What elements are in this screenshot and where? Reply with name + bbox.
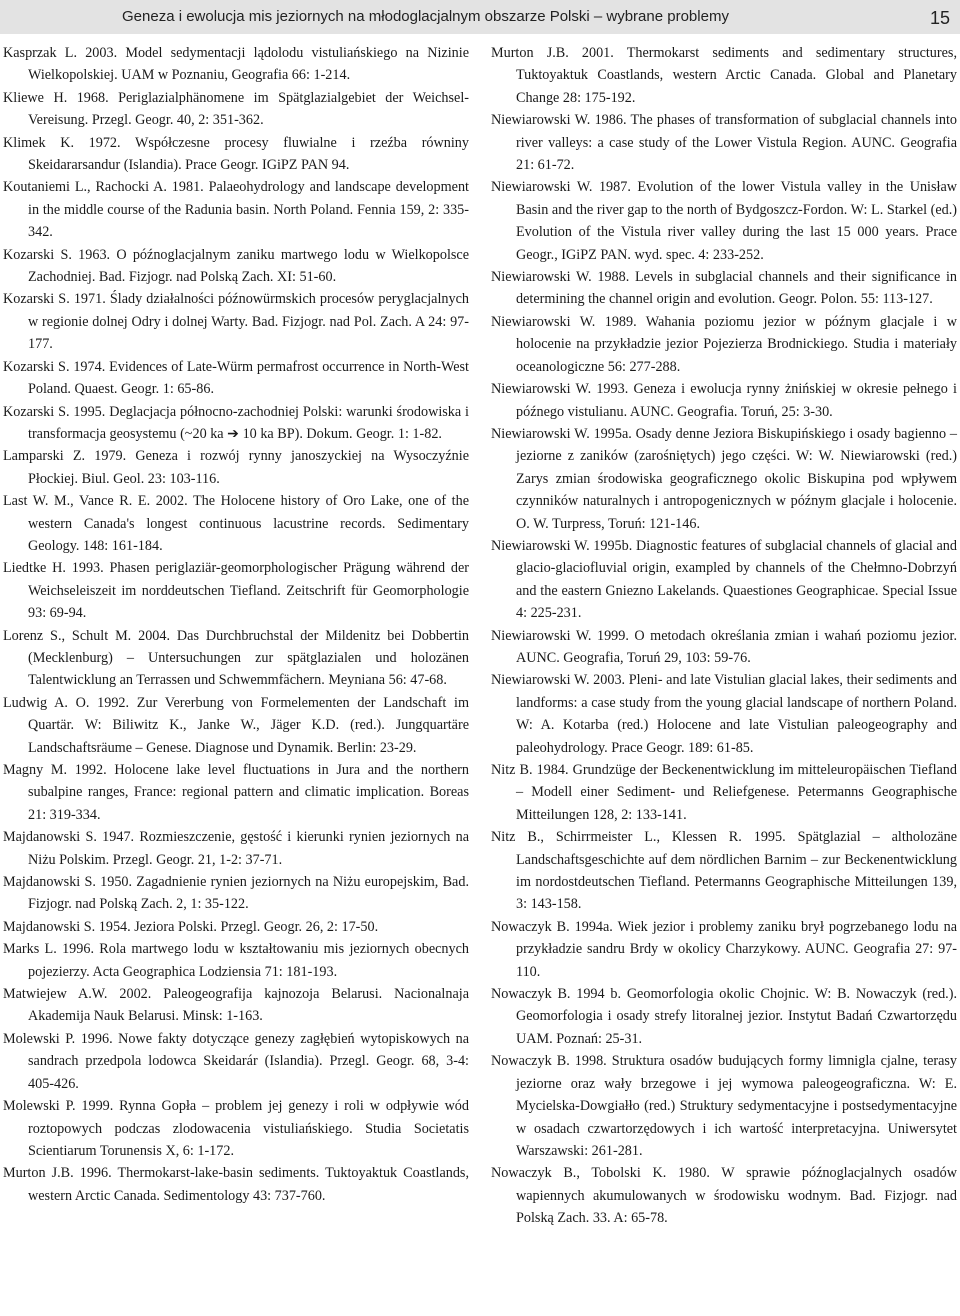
- running-title: Geneza i ewolucja mis jeziornych na młodoglacjalnym obszarze Polski – wybrane problemy: [122, 8, 729, 25]
- reference-entry: Liedtke H. 1993. Phasen periglaziär-geomorphologischer Prägung während der Weichseleiszeit im norddeutschen Tiefland. Zeitschrift für Geomorphologie 93: 69-94.: [3, 560, 469, 622]
- reference-entry: Koutaniemi L., Rachocki A. 1981. Palaeohydrology and landscape development in the middle course of the Radunia basin. North Poland. Fennia 159, 2: 335-342.: [3, 179, 469, 241]
- reference-entry: Klimek K. 1972. Współczesne procesy fluwialne i rzeźba równiny Skeidararsandur (Islandia). Prace Geogr. IGiPZ PAN 94.: [3, 134, 469, 174]
- running-header: [0, 0, 960, 34]
- reference-entry: Majdanowski S. 1947. Rozmieszczenie, gęstość i kierunki rynien jeziornych na Niżu Polskim. Przegl. Geogr. 21, 1-2: 37-71.: [3, 829, 469, 868]
- reference-entry: Nowaczyk B., Tobolski K. 1980. W sprawie późnoglacjalnych osadów wapiennych akumulowanych w środowisku wodnym. Bad. Fizjogr. nad Polską Zach. 33. A: 65-78.: [491, 1165, 957, 1227]
- reference-entry: Niewiarowski W. 1993. Geneza i ewolucja rynny żnińskiej w okresie pełnego i późnego vistulianu. AUNC. Geografia. Toruń, 25: 3-30.: [491, 381, 957, 420]
- reference-entry: Murton J.B. 1996. Thermokarst-lake-basin sediments. Tuktoyaktuk Coastlands, western Arctic Canada. Sedimentology 43: 737-760.: [3, 1165, 469, 1204]
- reference-entry: Niewiarowski W. 1986. The phases of transformation of subglacial channels into river valleys: a case study of the Lower Vistula Region. AUNC. Geografia 21: 61-72.: [491, 112, 957, 174]
- reference-entry: Nowaczyk B. 1994 b. Geomorfologia okolic Chojnic. W: B. Nowaczyk (red.). Geomorfologia i osady strefy litoralnej jezior. Instytut Badań Czwartorzędu UAM. Poznań: 25-31.: [491, 986, 957, 1047]
- reference-entry: Niewiarowski W. 1995b. Diagnostic features of subglacial channels of glacial and glacio-glaciofluvial origin, exampled by channels of the Chełmno-Dobrzyń and the eastern Gniezno Lakelands. Quaestiones Geographicae. Special Issue 4: 225-231.: [491, 537, 957, 622]
- reference-entry: Nitz B. 1984. Grundzüge der Beckenentwicklung im mitteleuropäischen Tiefland – Modell einer Sediment- und Reliefgenese. Petermanns Geographische Mitteilungen 128, 2: 133-141.: [491, 762, 957, 823]
- reference-entry: Kozarski S. 1995. Deglacjacja północno-zachodniej Polski: warunki środowiska i transformacja geosystemu (~20 ka ➔ 10 ka BP). Dokum. Geogr. 1: 1-82.: [3, 403, 469, 442]
- reference-entry: Lamparski Z. 1979. Geneza i rozwój rynny janoszyckiej na Wysoczyźnie Płockiej. Biul. Geol. 23: 103-116.: [3, 448, 469, 487]
- reference-entry: Niewiarowski W. 1999. O metodach określania zmian i wahań poziomu jezior. AUNC. Geografia, Toruń 29, 103: 59-76.: [491, 627, 957, 666]
- reference-entry: Kozarski S. 1963. O późnoglacjalnym zaniku martwego lodu w Wielkopolsce Zachodniej. Bad. Fizjogr. nad Polską Zach. XI: 51-60.: [3, 246, 469, 286]
- reference-entry: Marks L. 1996. Rola martwego lodu w kształtowaniu mis jeziornych obecnych pojezierzy. Acta Geographica Lodziensia 71: 181-193.: [3, 941, 469, 980]
- reference-entry: Niewiarowski W. 1989. Wahania poziomu jezior w późnym glacjale i w holocenie na przykładzie jezior Pojezierza Brodnickiego. Studia i materiały oceanologiczne 56: 277-288.: [491, 313, 957, 375]
- reference-entry: Niewiarowski W. 1988. Levels in subglacial channels and their significance in determining the channel origin and evolution. Geogr. Polon. 55: 113-127.: [491, 269, 957, 308]
- reference-entry: Kozarski S. 1974. Evidences of Late-Würm permafrost occurrence in North-West Poland. Quaest. Geogr. 1: 65-86.: [3, 358, 469, 398]
- reference-entry: Murton J.B. 2001. Thermokarst sediments and sedimentary structures, Tuktoyaktuk Coastlands, western Arctic Canada. Global and Planetary Change 28: 175-192.: [491, 45, 957, 106]
- reference-entry: Kasprzak L. 2003. Model sedymentacji lądolodu vistuliańskiego na Nizinie Wielkopolskiej. UAM w Poznaniu, Geografia 66: 1-214.: [3, 45, 469, 84]
- reference-entry: Majdanowski S. 1954. Jeziora Polski. Przegl. Geogr. 26, 2: 17-50.: [3, 918, 379, 935]
- reference-entry: Nowaczyk B. 1994a. Wiek jezior i problemy zaniku brył pogrzebanego lodu na przykładzie sandru Brdy w okolicy Charzykowy. AUNC. Geografia 27: 97-110.: [491, 918, 957, 980]
- reference-entry: Majdanowski S. 1950. Zagadnienie rynien jeziornych na Niżu europejskim, Bad. Fizjogr. nad Polską Zach. 2, 1: 35-122.: [3, 874, 469, 913]
- reference-entry: Niewiarowski W. 1995a. Osady denne Jeziora Biskupińskiego i osady bagienno – jeziorne z zaników (zarośniętych) jego części. W: W. Niewiarowski (red.) Zarys zmian środowiska geograficznego okolic Biskupina pod wpływem czynników naturalnych i antropogenicznych w późnym glacjale i holocenie. O. W. Turpress, Toruń: 121-146.: [491, 425, 957, 532]
- references-right-column: [491, 42, 957, 1230]
- reference-entry: Ludwig A. O. 1992. Zur Vererbung von Formelementen der Landschaft im Quartär. W: Biliwitz K., Janke W., Jäger K.D. (red.). Jungquartäre Landschaftsräume – Genese. Diagnose und Dynamik. Berlin: 23-29.: [3, 694, 469, 756]
- reference-entry: Molewski P. 1996. Nowe fakty dotyczące genezy zagłębień wytopiskowych na sandrach przedpola lodowca Skeidarár (Islandia). Przegl. Geogr. 68, 3-4: 405-426.: [3, 1030, 469, 1092]
- reference-entry: Niewiarowski W. 1987. Evolution of the lower Vistula valley in the Unisław Basin and the river gap to the north of Bydgoszcz-Fordon. W: L. Starkel (ed.) Evolution of the Vistula river valley during the last 15 000 years. Prace Geogr., IGiPZ PAN. wyd. spec. 4: 233-252.: [491, 179, 957, 263]
- reference-entry: Nowaczyk B. 1998. Struktura osadów budujących formy limnigla cjalne, terasy jeziorne oraz wały brzegowe i jej wymowa paleogeograficzna. W: E. Mycielska-Dowgiałło (red.) Struktury sedymentacyjne i postsedymentacyjne w osadach czwartorzędowych i ich wartość interpretacyjna. Uniwersytet Warszawski: 261-281.: [491, 1053, 957, 1159]
- reference-entry: Matwiejew A.W. 2002. Paleogeografija kajnozoja Belarusi. Nacionalnaja Akademija Nauk Belarusi. Minsk: 1-163.: [3, 986, 469, 1025]
- reference-entry: Magny M. 1992. Holocene lake level fluctuations in Jura and the northern subalpine ranges, France: regional pattern and climatic implication. Boreas 21: 319-334.: [3, 762, 469, 823]
- page-number: 15: [929, 8, 950, 28]
- reference-entry: Nitz B., Schirrmeister L., Klessen R. 1995. Spätglazial – altholozäne Landschaftsgeschichte auf dem nördlichen Barnim – zur Beckenentwicklung im nordostdeutschen Tiefland. Petermanns Geographische Mitteilungen 139, 3: 143-158.: [491, 829, 957, 913]
- references-left-column: [3, 42, 469, 1207]
- reference-entry: Niewiarowski W. 2003. Pleni- and late Vistulian glacial lakes, their sediments and landforms: a case study from the young glacial landscape of northern Poland. W: A. Kotarba (red.) Holocene and late Vistulian paleogeography and paleohydrology. Prace Geogr. 189: 61-85.: [491, 672, 957, 756]
- reference-entry: Kozarski S. 1971. Ślady działalności późnowürmskich procesów peryglacjalnych w regionie dolnej Odry i dolnej Warty. Bad. Fizjogr. nad Pol. Zach. A 24: 97-177.: [3, 291, 469, 353]
- reference-entry: Last W. M., Vance R. E. 2002. The Holocene history of Oro Lake, one of the western Canada's longest continuous lacustrine records. Sedimentary Geology. 148: 161-184.: [3, 493, 469, 554]
- reference-entry: Kliewe H. 1968. Periglazialphänomene im Spätglazialgebiet der Weichsel-Vereisung. Przegl. Geogr. 40, 2: 351-362.: [3, 89, 469, 129]
- reference-entry: Molewski P. 1999. Rynna Gopła – problem jej genezy i roli w odpływie wód roztopowych podczas zlodowacenia vistuliańskiego. Studia Societatis Scientiarum Torunensis X, 6: 1-172.: [3, 1098, 469, 1159]
- reference-entry: Lorenz S., Schult M. 2004. Das Durchbruchstal der Mildenitz bei Dobbertin (Mecklenburg) – Untersuchungen zur spätglazialen und holozänen Talentwicklung an Terrassen und Schwemmfächern. Meyniana 56: 47-68.: [3, 627, 469, 689]
